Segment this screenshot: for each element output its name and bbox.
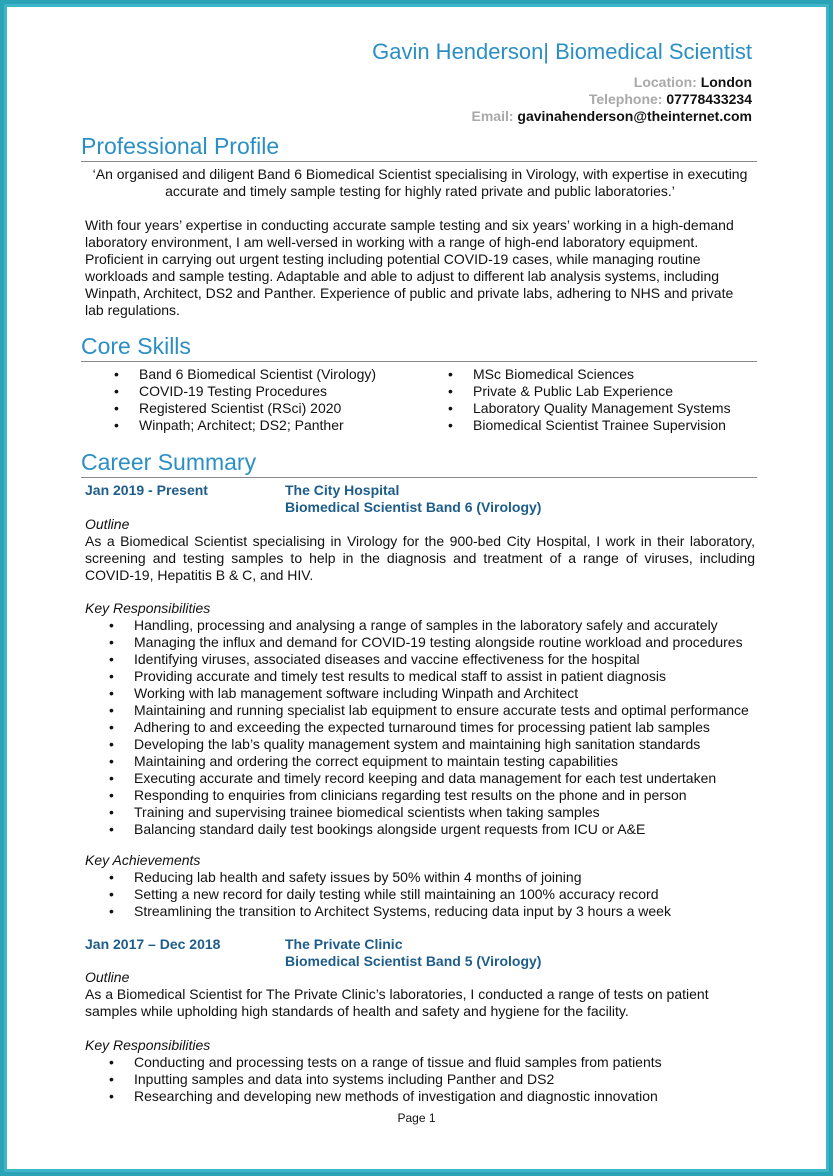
location-label: Location: <box>633 74 697 90</box>
resume-page <box>4 4 829 1172</box>
page-number: Page 1 <box>397 1111 436 1125</box>
list-item: • Researching and developing new methods of investigation and diagnostic innovation <box>85 1088 765 1105</box>
skills-list-left <box>106 366 426 434</box>
list-item: • Developing the lab’s quality management system and maintaining high sanitation standards <box>85 736 765 753</box>
list-item: • Handling, processing and analysing a range of samples in the laboratory safely and accurately <box>85 617 765 634</box>
skill-item: • COVID-19 Testing Procedures <box>106 383 426 400</box>
email-label: Email: <box>471 108 514 124</box>
responsibilities-label: Key Responsibilities <box>85 600 211 616</box>
responsibilities-label: Key Responsibilities <box>85 1037 211 1053</box>
responsibilities-list <box>85 617 765 838</box>
job-role: Biomedical Scientist Band 6 (Virology) <box>285 499 542 515</box>
skill-item: • Registered Scientist (RSci) 2020 <box>106 400 426 417</box>
list-item: • Maintaining and ordering the correct equipment to maintain testing capabilities <box>85 753 765 770</box>
profile-quote: ‘An organised and diligent Band 6 Biomedical Scientist specialising in Virology, with expertise in executing accurate and timely sample testing for highly rated private and public laboratories.’ <box>92 166 748 199</box>
skill-item: • Biomedical Scientist Trainee Supervision <box>440 417 760 434</box>
telephone-label: Telephone: <box>588 91 663 107</box>
list-item: • Conducting and processing tests on a range of tissue and fluid samples from patients <box>85 1054 765 1071</box>
list-item: • Setting a new record for daily testing while still maintaining an 100% accuracy record <box>85 886 765 903</box>
responsibilities-list <box>85 1054 765 1105</box>
job-employer <box>285 936 541 970</box>
list-item: • Maintaining and running specialist lab equipment to ensure accurate tests and optimal performance <box>85 702 765 719</box>
skill-item: • Band 6 Biomedical Scientist (Virology) <box>106 366 426 383</box>
skill-item: • Private & Public Lab Experience <box>440 383 760 400</box>
list-item: • Training and supervising trainee biomedical scientists when taking samples <box>85 804 765 821</box>
list-item: • Identifying viruses, associated diseases and vaccine effectiveness for the hospital <box>85 651 765 668</box>
telephone-line <box>589 91 752 107</box>
list-item: • Balancing standard daily test bookings alongside urgent requests from ICU or A&E <box>85 821 765 838</box>
skills-list-right <box>440 366 760 434</box>
email-value: gavinahenderson@theinternet.com <box>517 108 752 124</box>
skill-item: • Winpath; Architect; DS2; Panther <box>106 417 426 434</box>
outline-label: Outline <box>85 969 130 985</box>
outline-label: Outline <box>85 516 130 532</box>
job-date: Jan 2017 – Dec 2018 <box>85 936 221 952</box>
list-item: • Reducing lab health and safety issues by 50% within 4 months of joining <box>85 869 765 886</box>
list-item: • Adhering to and exceeding the expected turnaround times for processing patient lab samples <box>85 719 765 736</box>
achievements-label: Key Achievements <box>85 852 201 868</box>
skills-heading: Core Skills <box>81 333 757 362</box>
skill-item: • MSc Biomedical Sciences <box>440 366 760 383</box>
candidate-name: Gavin Henderson| Biomedical Scientist <box>372 39 752 64</box>
location-line <box>634 74 752 90</box>
list-item: • Providing accurate and timely test results to medical staff to assist in patient diagnosis <box>85 668 765 685</box>
list-item: • Streamlining the transition to Architect Systems, reducing data input by 3 hours a week <box>85 903 765 920</box>
skill-item: • Laboratory Quality Management Systems <box>440 400 760 417</box>
achievements-list <box>85 869 765 920</box>
list-item: • Inputting samples and data into systems including Panther and DS2 <box>85 1071 765 1088</box>
location-value: London <box>700 74 752 90</box>
job-outline: As a Biomedical Scientist specialising in Virology for the 900-bed City Hospital, I work in their laboratory, screening and testing samples to help in the diagnosis and treatment of a range of viruses, including COVID-19, Hepatitis B & C, and HIV. <box>85 533 755 583</box>
telephone-value: 07778433234 <box>666 91 752 107</box>
job-role: Biomedical Scientist Band 5 (Virology) <box>285 953 542 969</box>
list-item: • Managing the influx and demand for COVID-19 testing alongside routine workload and procedures <box>85 634 765 651</box>
list-item: • Responding to enquiries from clinicians regarding test results on the phone and in person <box>85 787 765 804</box>
job-organisation: The City Hospital <box>285 482 400 498</box>
list-item: • Executing accurate and timely record keeping and data management for each test undertaken <box>85 770 765 787</box>
list-item: • Working with lab management software including Winpath and Architect <box>85 685 765 702</box>
profile-body: With four years’ expertise in conducting accurate sample testing and six years’ working in a high-demand laboratory environment, I am well-versed in working with a range of high-end laboratory equipment. Proficient in carrying out urgent testing including potential COVID-19 cases, while managing routine workloads and sample testing. Adaptable and able to adjust to different lab analysis systems, including Winpath, Architect, DS2 and Panther. Experience of public and private labs, adhering to NHS and private lab regulations. <box>85 217 734 318</box>
profile-heading: Professional Profile <box>81 133 757 162</box>
job-organisation: The Private Clinic <box>285 936 403 952</box>
career-heading: Career Summary <box>81 449 757 478</box>
email-line <box>472 108 753 124</box>
job-date: Jan 2019 - Present <box>85 482 208 498</box>
job-employer <box>285 482 541 516</box>
job-outline: As a Biomedical Scientist for The Private Clinic’s laboratories, I conducted a range of tests on patient samples while upholding high standards of health and safety and hygiene for the facility. <box>85 986 709 1019</box>
